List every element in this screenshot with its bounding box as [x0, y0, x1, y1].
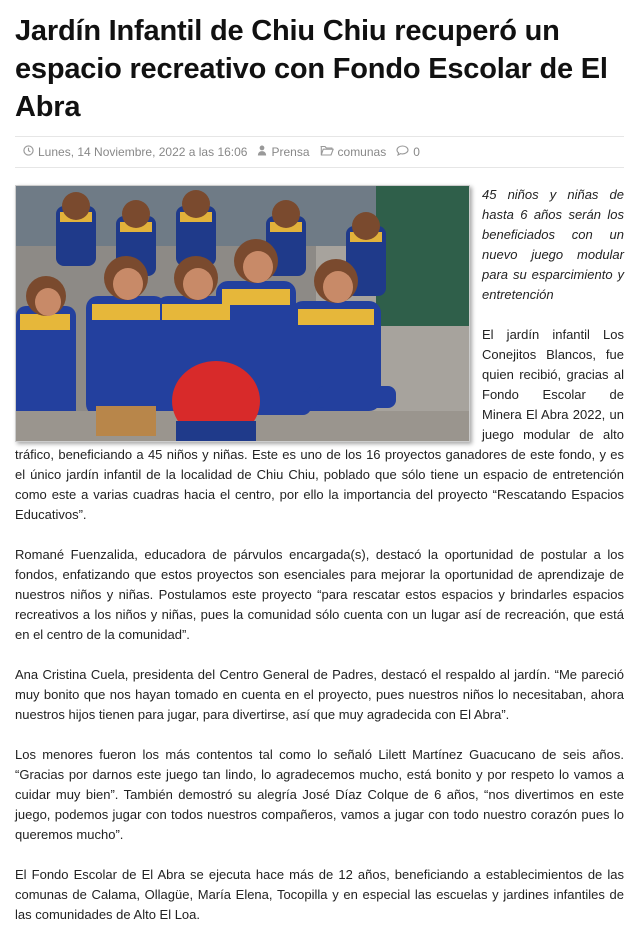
user-icon: [257, 145, 267, 159]
comment-icon: [396, 145, 409, 159]
article-lead: 45 niños y niñas de hasta 6 años serán los beneficiados con un nuevo juego modular para su esparcimiento y entretención: [482, 187, 624, 302]
meta-date: [23, 145, 247, 159]
article-paragraph-1: El jardín infantil Los Conejitos Blancos, fue quien recibió, gracias al Fondo Escolar de Minera El Abra 2022, un juego modular de alto tráfico, beneficiando a 45 niños y niñas. Este es uno de los 16 proyectos ganadores de este fondo, y es el único jardín infantil de la localidad de Chiu Chiu, poblado que sólo tiene un espacio de entretención como este a varias cuadras hacia el centro, por ello la importancia del proyecto “Rescatando Espacios Educativos”.: [15, 327, 624, 522]
children-photo-illustration: [16, 186, 469, 441]
article-title: Jardín Infantil de Chiu Chiu recuperó un espacio recreativo con Fondo Escolar de El Abra: [15, 15, 608, 123]
date-text: Lunes, 14 Noviembre, 2022 a las 16:06: [38, 145, 248, 159]
meta-comments[interactable]: [396, 145, 420, 159]
comment-count[interactable]: 0: [413, 145, 420, 159]
folder-icon: [320, 145, 334, 159]
article-photo: [15, 185, 470, 442]
article-paragraph-5: El Fondo Escolar de El Abra se ejecuta hace más de 12 años, beneficiando a establecimientos de las comunas de Calama, Ollagüe, María Elena, Tocopilla y en especial las escuelas y jardines infantiles de las comunidades de Alto El Loa.: [15, 867, 624, 922]
meta-author[interactable]: [257, 145, 309, 159]
meta-category[interactable]: [320, 145, 387, 159]
article-paragraph-3: Ana Cristina Cuela, presidenta del Centro General de Padres, destacó el respaldo al jardín. “Me pareció muy bonito que nos hayan tomado en cuenta en el proyecto, pues nuestros niños lo necesitaban, ahora nuestros hijos tienen para jugar, para divertirse, así que muy agradecida con El Abra”.: [15, 667, 624, 722]
article-paragraph-4: Los menores fueron los más contentos tal como lo señaló Lilett Martínez Guacucano de seis años. “Gracias por darnos este juego tan lindo, lo agradecemos mucho, está bonito y por respeto lo vamos a cuidar muy bien”. También demostró su alegría José Díaz Colque de 6 años, “nos divertimos en este juego, podemos jugar con todos nuestros compañeros, vamos a jugar con todo nuestro corazón pues lo queremos mucho”.: [15, 747, 624, 842]
article-paragraph-2: Romané Fuenzalida, educadora de párvulos encargada(s), destacó la oportunidad de postular a los fondos, enfatizando que estos proyectos son esenciales para mejorar la oportunidad de aprendizaje de nuestros niños y niñas. Postulamos este proyecto “para rescatar estos espacios y brindarles espacios recreativos a los niños y niñas, pues la comunidad sólo cuenta con un lugar así de recreación, que está en el centro de la comunidad”.: [15, 547, 624, 642]
article-meta: [15, 136, 624, 168]
article-body: [15, 185, 624, 945]
author-link[interactable]: Prensa: [271, 145, 310, 159]
category-link[interactable]: comunas: [337, 145, 387, 159]
clock-icon: [23, 145, 34, 159]
